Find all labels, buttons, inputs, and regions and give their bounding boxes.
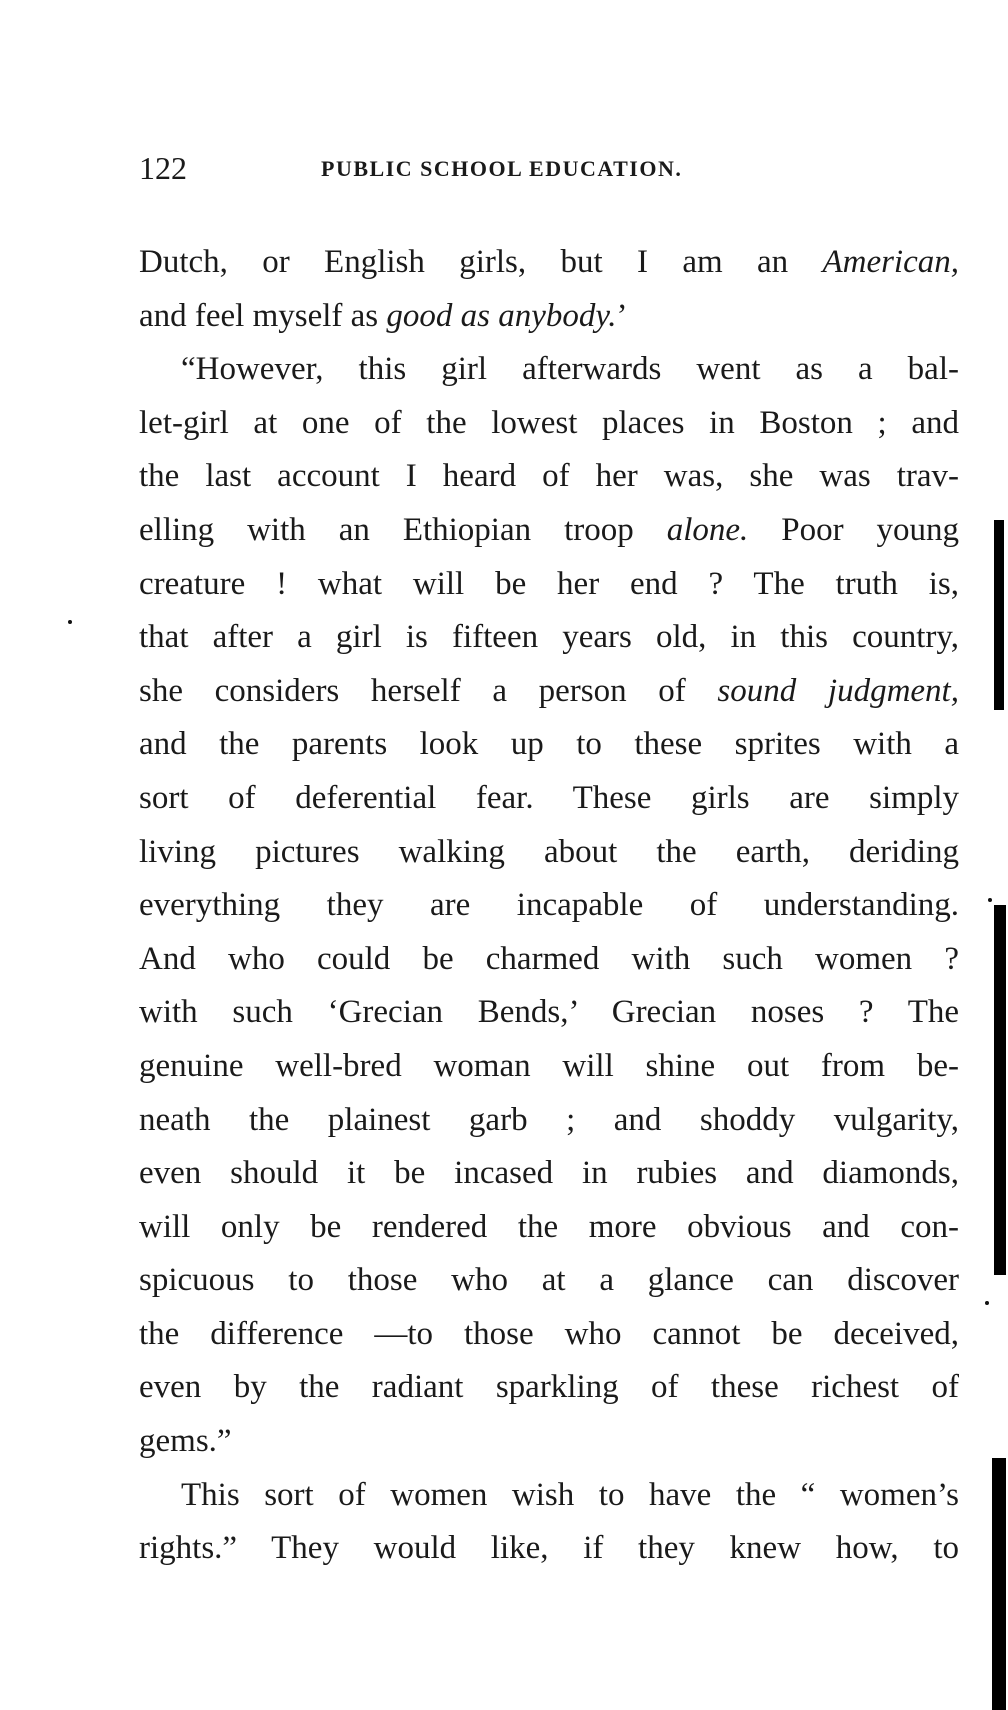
text-line: the last account I heard of her was, she was trav- bbox=[139, 458, 959, 495]
text-line: This sort of women wish to have the “ women’s bbox=[181, 1476, 959, 1513]
text-line: and feel myself as good as anybody.’ bbox=[139, 297, 628, 334]
text-line: she considers herself a person of sound judgment, bbox=[139, 672, 959, 709]
scan-speck bbox=[985, 1301, 989, 1305]
text-line: And who could be charmed with such women ? bbox=[139, 940, 959, 977]
running-title: PUBLIC SCHOOL EDUCATION. bbox=[321, 156, 683, 181]
text-line: genuine well-bred woman will shine out from be- bbox=[139, 1047, 959, 1084]
text-line: Dutch, or English girls, but I am an American, bbox=[139, 244, 959, 280]
text-line: gems.” bbox=[139, 1423, 232, 1460]
italic-phrase: alone. bbox=[666, 511, 749, 548]
text-line: living pictures walking about the earth, deriding bbox=[139, 833, 959, 870]
italic-phrase: American, bbox=[822, 244, 959, 280]
text-line: let-girl at one of the lowest places in Boston ; and bbox=[139, 404, 959, 441]
text-line: spicuous to those who at a glance can discover bbox=[139, 1262, 959, 1299]
text-line: that after a girl is fifteen years old, in this country, bbox=[139, 619, 959, 656]
text-line: creature ! what will be her end ? The truth is, bbox=[139, 565, 959, 602]
text-line: will only be rendered the more obvious and con- bbox=[139, 1208, 959, 1245]
scan-edge-mark bbox=[992, 1458, 1006, 1710]
text-line: even by the radiant sparkling of these richest of bbox=[139, 1369, 959, 1406]
running-head bbox=[139, 148, 959, 188]
text-line: rights.” They would like, if they knew how, to bbox=[139, 1530, 959, 1567]
italic-phrase: good as anybody. bbox=[386, 297, 617, 334]
scan-edge-mark bbox=[994, 905, 1006, 1275]
text-line: “However, this girl afterwards went as a bal- bbox=[181, 351, 959, 388]
text-line: elling with an Ethiopian troop alone. Poor young bbox=[139, 511, 960, 548]
text-line: with such ‘Grecian Bends,’ Grecian noses ? The bbox=[139, 994, 959, 1031]
scan-speck bbox=[68, 620, 72, 624]
body-text bbox=[139, 236, 959, 1576]
page-number: 122 bbox=[139, 150, 187, 186]
italic-phrase: sound judgment, bbox=[717, 672, 959, 709]
text-line: even should it be incased in rubies and diamonds, bbox=[139, 1155, 959, 1192]
text-line: everything they are incapable of understanding. bbox=[139, 887, 959, 924]
text-line: and the parents look up to these sprites with a bbox=[139, 726, 959, 763]
text-line: neath the plainest garb ; and shoddy vulgarity, bbox=[139, 1101, 959, 1138]
scan-speck bbox=[988, 898, 992, 902]
scan-edge-mark bbox=[994, 520, 1004, 710]
text-line: the difference —to those who cannot be deceived, bbox=[139, 1315, 959, 1352]
text-line: sort of deferential fear. These girls are simply bbox=[139, 779, 959, 816]
